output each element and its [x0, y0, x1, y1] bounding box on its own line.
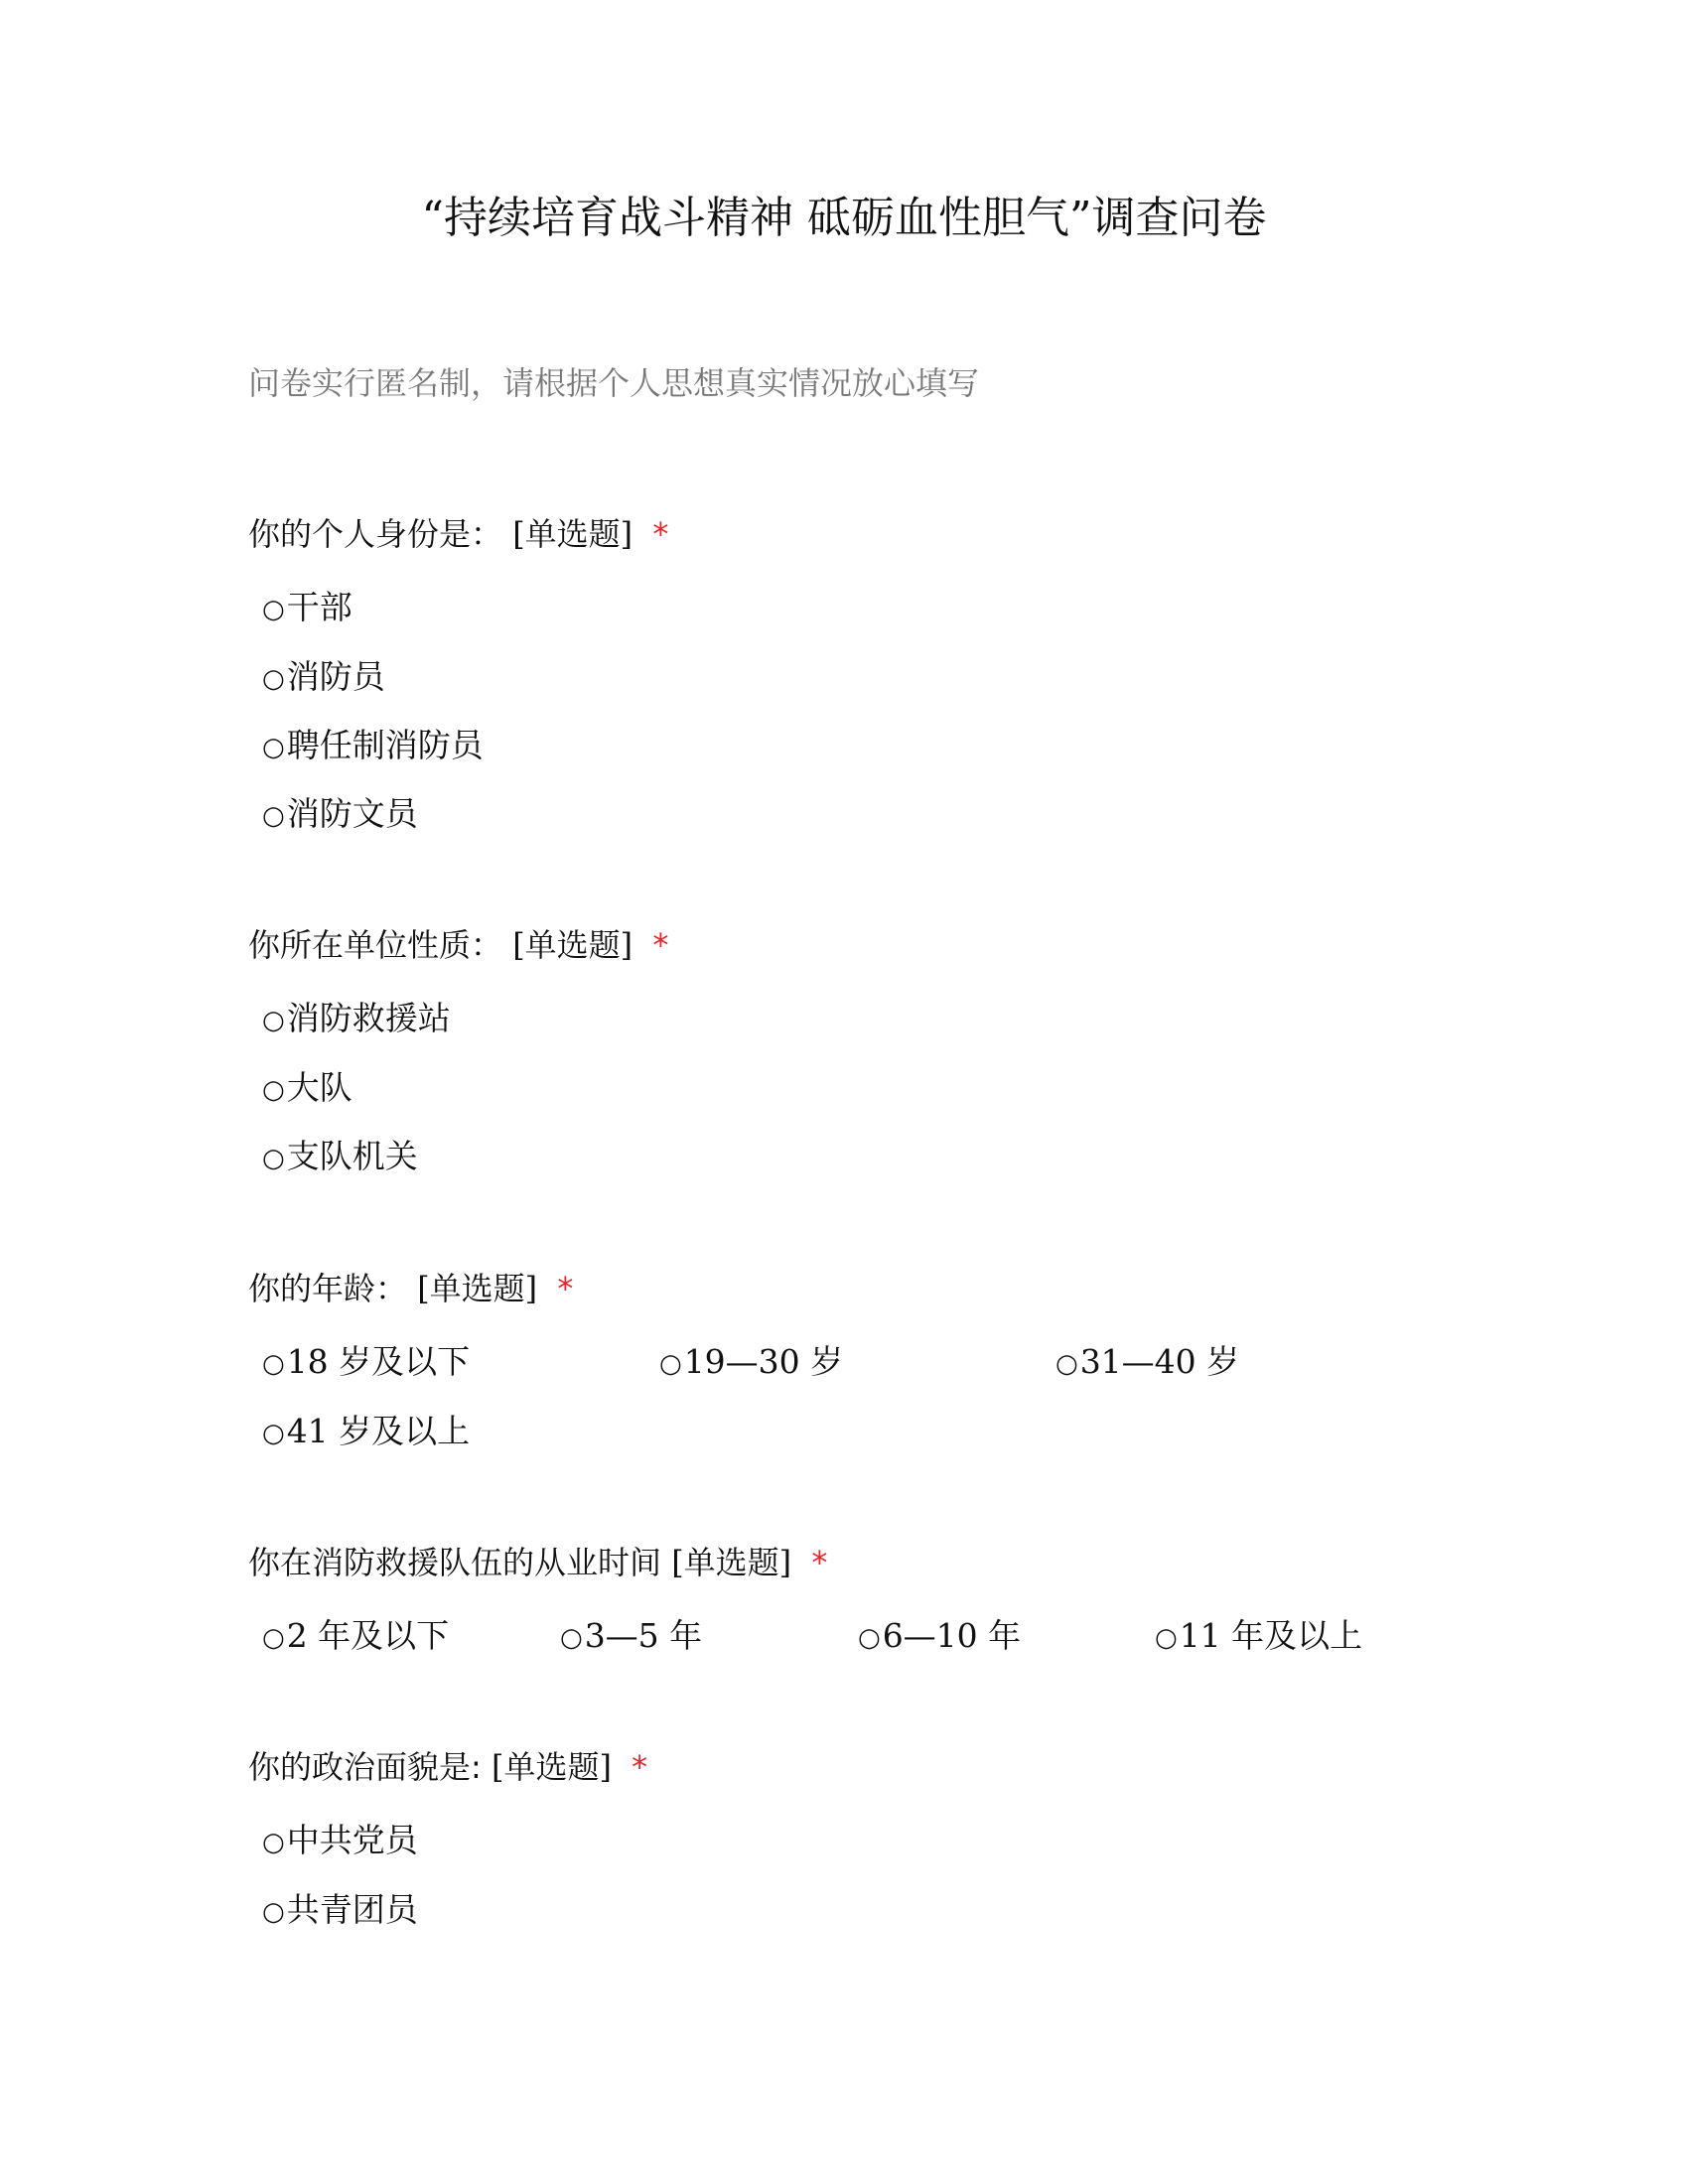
question-text: 你的政治面貌是: — [248, 1748, 482, 1786]
question-title — [248, 1541, 1440, 1584]
option-label: 消防文员 — [286, 794, 418, 833]
option-label: 3—5 年 — [584, 1616, 703, 1655]
question-identity — [248, 512, 1440, 556]
option-age-19-30[interactable] — [659, 1340, 843, 1386]
radio-circle-icon: ○ — [262, 1828, 285, 1857]
question-age — [248, 1267, 1440, 1310]
option-label: 大队 — [286, 1068, 352, 1107]
option-label: 聘任制消防员 — [286, 726, 484, 764]
question-service-years — [248, 1541, 1440, 1584]
survey-subtitle: 问卷实行匿名制，请根据个人思想真实情况放心填写 — [248, 364, 980, 402]
required-marker: * — [557, 1270, 574, 1307]
option-contract-firefighter[interactable] — [262, 724, 484, 769]
required-marker: * — [652, 515, 669, 553]
option-age-18-under[interactable] — [262, 1340, 470, 1386]
required-marker: * — [811, 1544, 828, 1581]
page-title: “持续培育战斗精神 砥砺血性胆气”调查问卷 — [421, 193, 1267, 243]
question-type-tag: [单选题] — [417, 1270, 538, 1307]
question-type-tag: [单选题] — [512, 515, 633, 553]
option-battalion[interactable] — [262, 1066, 352, 1112]
option-label: 消防救援站 — [286, 999, 451, 1037]
question-political-status — [248, 1745, 1440, 1789]
option-years-11-over[interactable] — [1155, 1614, 1362, 1660]
radio-circle-icon: ○ — [1055, 1349, 1078, 1379]
option-label: 2 年及以下 — [286, 1616, 450, 1655]
option-label: 41 岁及以上 — [286, 1412, 471, 1450]
option-league-member[interactable] — [262, 1888, 418, 1934]
radio-circle-icon: ○ — [262, 801, 285, 831]
option-label: 共青团员 — [286, 1890, 418, 1929]
question-type-tag: [单选题] — [491, 1748, 612, 1786]
option-age-41-over[interactable] — [262, 1410, 470, 1455]
radio-circle-icon: ○ — [262, 1623, 285, 1653]
option-rescue-station[interactable] — [262, 997, 451, 1042]
question-text: 你的个人身份是： — [248, 515, 503, 553]
radio-circle-icon: ○ — [1155, 1623, 1178, 1653]
radio-circle-icon: ○ — [262, 595, 285, 624]
option-years-2-under[interactable] — [262, 1614, 449, 1660]
option-label: 31—40 岁 — [1079, 1342, 1240, 1381]
option-label: 18 岁及以下 — [286, 1342, 471, 1381]
question-title — [248, 923, 1440, 967]
option-party-member[interactable] — [262, 1819, 418, 1864]
option-label: 19—30 岁 — [683, 1342, 844, 1381]
question-unit-type — [248, 923, 1440, 967]
option-fire-clerk[interactable] — [262, 792, 418, 838]
option-detachment-hq[interactable] — [262, 1135, 418, 1180]
option-label: 11 年及以上 — [1179, 1616, 1363, 1655]
question-text: 你在消防救援队伍的从业时间 — [248, 1544, 662, 1581]
option-cadre[interactable] — [262, 586, 352, 631]
radio-circle-icon: ○ — [262, 1075, 285, 1105]
option-firefighter[interactable] — [262, 655, 385, 701]
question-type-tag: [单选题] — [671, 1544, 792, 1581]
question-text: 你的年龄： — [248, 1270, 408, 1307]
radio-circle-icon: ○ — [262, 1144, 285, 1173]
option-years-3-5[interactable] — [560, 1614, 702, 1660]
option-label: 中共党员 — [286, 1821, 418, 1859]
question-text: 你所在单位性质： — [248, 926, 503, 964]
radio-circle-icon: ○ — [659, 1349, 682, 1379]
required-marker: * — [632, 1748, 648, 1786]
radio-circle-icon: ○ — [262, 1006, 285, 1035]
option-label: 消防员 — [286, 657, 385, 696]
option-label: 6—10 年 — [882, 1616, 1022, 1655]
question-title — [248, 1745, 1440, 1789]
question-title — [248, 1267, 1440, 1310]
radio-circle-icon: ○ — [262, 1897, 285, 1927]
radio-circle-icon: ○ — [560, 1623, 583, 1653]
radio-circle-icon: ○ — [858, 1623, 881, 1653]
radio-circle-icon: ○ — [262, 733, 285, 762]
option-years-6-10[interactable] — [858, 1614, 1021, 1660]
option-label: 支队机关 — [286, 1137, 418, 1175]
option-age-31-40[interactable] — [1055, 1340, 1239, 1386]
radio-circle-icon: ○ — [262, 1419, 285, 1448]
radio-circle-icon: ○ — [262, 664, 285, 694]
required-marker: * — [652, 926, 669, 964]
option-label: 干部 — [286, 588, 352, 626]
question-title — [248, 512, 1440, 556]
radio-circle-icon: ○ — [262, 1349, 285, 1379]
question-type-tag: [单选题] — [512, 926, 633, 964]
